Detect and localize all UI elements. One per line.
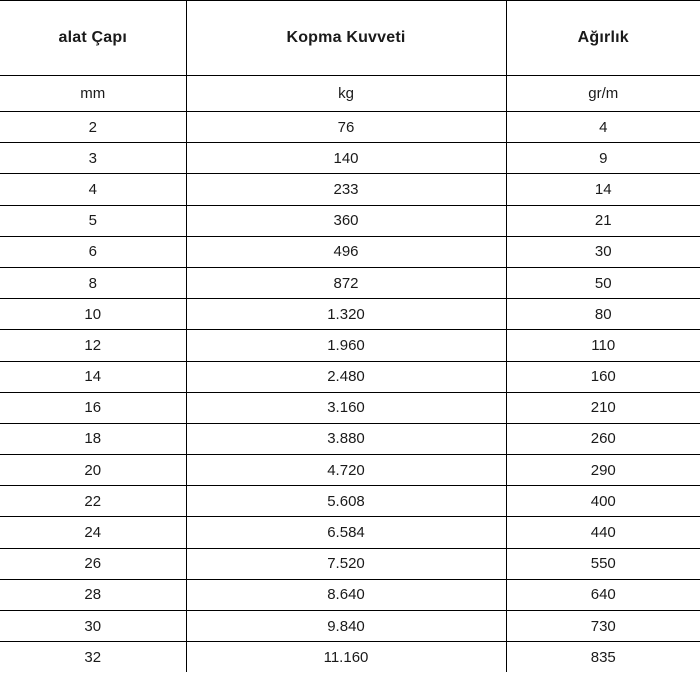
cell-diameter: 4 [0, 174, 186, 205]
cell-breaking-force: 8.640 [186, 579, 506, 610]
cell-diameter: 24 [0, 517, 186, 548]
table-unit-row [0, 76, 700, 112]
unit-label-weight: gr/m [588, 85, 619, 102]
unit-label-diameter: mm [80, 85, 106, 102]
cell-breaking-force: 5.608 [186, 486, 506, 517]
cell-diameter: 16 [0, 392, 186, 423]
header-label-diameter: alat Çapı [58, 29, 127, 46]
cell-weight: 440 [506, 517, 700, 548]
cell-breaking-force: 11.160 [186, 642, 506, 673]
unit-cell-weight [506, 76, 700, 112]
cell-weight: 210 [506, 392, 700, 423]
table-row [0, 642, 700, 673]
cell-weight: 160 [506, 361, 700, 392]
cell-diameter: 26 [0, 548, 186, 579]
cell-weight: 640 [506, 579, 700, 610]
table-row [0, 455, 700, 486]
cell-breaking-force: 140 [186, 143, 506, 174]
cell-breaking-force: 76 [186, 112, 506, 143]
cell-diameter: 5 [0, 205, 186, 236]
unit-label-breaking-force: kg [338, 85, 354, 102]
header-cell-weight [506, 1, 700, 76]
table-row [0, 392, 700, 423]
header-label-weight: Ağırlık [577, 29, 629, 46]
cell-weight: 30 [506, 236, 700, 267]
table-row [0, 548, 700, 579]
cell-breaking-force: 6.584 [186, 517, 506, 548]
header-cell-diameter [0, 1, 186, 76]
table-header-row [0, 1, 700, 76]
cell-diameter: 28 [0, 579, 186, 610]
unit-cell-breaking-force [186, 76, 506, 112]
table-row [0, 205, 700, 236]
cell-weight: 14 [506, 174, 700, 205]
table-row [0, 112, 700, 143]
table-row [0, 517, 700, 548]
cell-diameter: 22 [0, 486, 186, 517]
table-row [0, 486, 700, 517]
table-row [0, 236, 700, 267]
table-row [0, 579, 700, 610]
header-label-breaking-force: Kopma Kuvveti [286, 29, 406, 46]
header-cell-breaking-force [186, 1, 506, 76]
cell-diameter: 14 [0, 361, 186, 392]
cell-weight: 50 [506, 267, 700, 298]
cell-weight: 730 [506, 611, 700, 642]
cell-weight: 21 [506, 205, 700, 236]
cell-weight: 290 [506, 455, 700, 486]
cell-breaking-force: 9.840 [186, 611, 506, 642]
cell-diameter: 10 [0, 299, 186, 330]
cell-weight: 9 [506, 143, 700, 174]
unit-cell-diameter [0, 76, 186, 112]
cell-breaking-force: 1.320 [186, 299, 506, 330]
cell-breaking-force: 4.720 [186, 455, 506, 486]
table-row [0, 267, 700, 298]
cell-breaking-force: 2.480 [186, 361, 506, 392]
cell-weight: 110 [506, 330, 700, 361]
cell-diameter: 30 [0, 611, 186, 642]
cell-weight: 835 [506, 642, 700, 673]
cell-diameter: 18 [0, 423, 186, 454]
cell-breaking-force: 3.160 [186, 392, 506, 423]
table-row [0, 361, 700, 392]
cell-diameter: 6 [0, 236, 186, 267]
table-row [0, 143, 700, 174]
table-row [0, 299, 700, 330]
cell-weight: 260 [506, 423, 700, 454]
cell-weight: 550 [506, 548, 700, 579]
table-row [0, 611, 700, 642]
table-row [0, 330, 700, 361]
cell-breaking-force: 3.880 [186, 423, 506, 454]
cell-breaking-force: 360 [186, 205, 506, 236]
table-body [0, 1, 700, 673]
cell-diameter: 12 [0, 330, 186, 361]
cell-diameter: 2 [0, 112, 186, 143]
cell-breaking-force: 496 [186, 236, 506, 267]
cell-weight: 4 [506, 112, 700, 143]
cell-breaking-force: 1.960 [186, 330, 506, 361]
cell-diameter: 32 [0, 642, 186, 673]
cell-breaking-force: 872 [186, 267, 506, 298]
table-row [0, 423, 700, 454]
cell-diameter: 3 [0, 143, 186, 174]
cell-weight: 400 [506, 486, 700, 517]
cell-diameter: 8 [0, 267, 186, 298]
cell-breaking-force: 7.520 [186, 548, 506, 579]
cell-diameter: 20 [0, 455, 186, 486]
cell-weight: 80 [506, 299, 700, 330]
cell-breaking-force: 233 [186, 174, 506, 205]
table-row [0, 174, 700, 205]
